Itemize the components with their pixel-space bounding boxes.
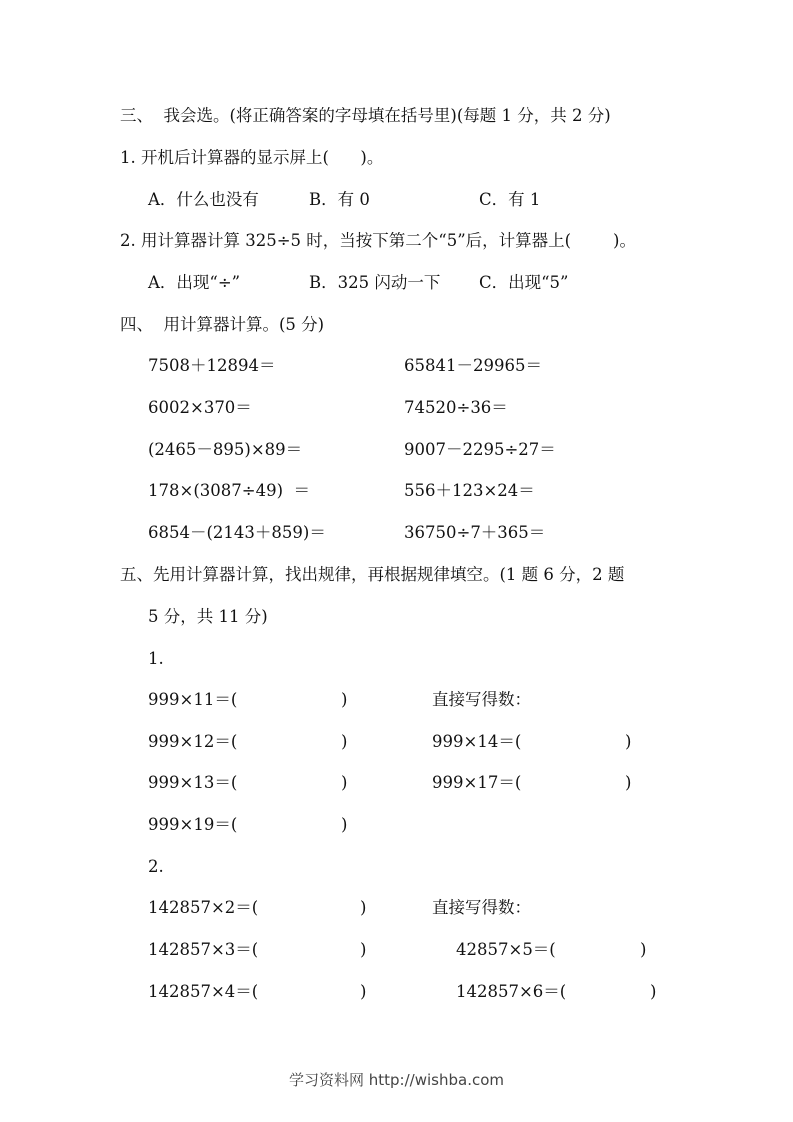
calc-right-5: 36750÷7＋365＝ bbox=[404, 523, 546, 542]
p2-right-1-close: ) bbox=[640, 940, 647, 959]
p2-left-3-close: ) bbox=[360, 982, 367, 1001]
q2-option-a: A．出现“÷” bbox=[148, 273, 241, 292]
p1-left-4: 999×19＝( bbox=[148, 815, 238, 834]
p1-left-3-close: ) bbox=[341, 773, 348, 792]
p1-left-3: 999×13＝( bbox=[148, 773, 238, 792]
section-4-title: 四、 用计算器计算。(5 分) bbox=[120, 315, 325, 334]
p1-left-2-close: ) bbox=[341, 732, 348, 751]
p2-left-3: 142857×4＝( bbox=[148, 982, 259, 1001]
calc-left-4: 178×(3087÷49) ＝ bbox=[148, 481, 310, 500]
p2-left-2-close: ) bbox=[360, 940, 367, 959]
q1-option-a: A．什么也没有 bbox=[148, 190, 259, 209]
p1-right-2: 999×17＝( bbox=[432, 773, 522, 792]
p1-left-1-close: ) bbox=[341, 690, 348, 709]
calc-right-3: 9007－2295÷27＝ bbox=[404, 440, 556, 459]
p1-right-1-close: ) bbox=[625, 732, 632, 751]
part-2-label: 2. bbox=[148, 857, 164, 876]
p2-left-1-close: ) bbox=[360, 898, 367, 917]
p1-right-2-close: ) bbox=[625, 773, 632, 792]
calc-right-4: 556＋123×24＝ bbox=[404, 481, 535, 500]
section-5-title-cont: 5 分，共 11 分) bbox=[148, 607, 268, 626]
calc-left-2: 6002×370＝ bbox=[148, 398, 252, 417]
calc-left-5: 6854－(2143＋859)＝ bbox=[148, 523, 326, 542]
q2-option-b: B．325 闪动一下 bbox=[309, 273, 441, 292]
p2-left-2: 142857×3＝( bbox=[148, 940, 259, 959]
p1-right-heading: 直接写得数： bbox=[432, 690, 531, 709]
p1-left-4-close: ) bbox=[341, 815, 348, 834]
section-3-title: 三、 我会选。(将正确答案的字母填在括号里)(每题 1 分，共 2 分) bbox=[120, 106, 611, 125]
p2-left-1: 142857×2＝( bbox=[148, 898, 259, 917]
part-1-label: 1. bbox=[148, 649, 164, 668]
footer-watermark: 学习资料网 http://wishba.com bbox=[289, 1071, 504, 1089]
q2-option-c: C．出现“5” bbox=[479, 273, 569, 292]
section-5-title: 五、先用计算器计算，找出规律，再根据规律填空。(1 题 6 分，2 题 bbox=[120, 565, 625, 584]
p2-right-2-close: ) bbox=[650, 982, 657, 1001]
p1-right-1: 999×14＝( bbox=[432, 732, 522, 751]
question-1: 1. 开机后计算器的显示屏上( )。 bbox=[120, 148, 384, 167]
p1-left-2: 999×12＝( bbox=[148, 732, 238, 751]
q1-option-c: C．有 1 bbox=[479, 190, 541, 209]
calc-right-2: 74520÷36＝ bbox=[404, 398, 508, 417]
p2-right-heading: 直接写得数： bbox=[432, 898, 531, 917]
calc-left-1: 7508＋12894＝ bbox=[148, 356, 276, 375]
calc-left-3: (2465－895)×89＝ bbox=[148, 440, 303, 459]
calc-right-1: 65841－29965＝ bbox=[404, 356, 542, 375]
q1-option-b: B．有 0 bbox=[309, 190, 370, 209]
p1-left-1: 999×11＝( bbox=[148, 690, 238, 709]
p2-right-2: 142857×6＝( bbox=[456, 982, 567, 1001]
question-2: 2. 用计算器计算 325÷5 时，当按下第二个“5”后，计算器上( )。 bbox=[120, 231, 636, 250]
p2-right-1: 42857×5＝( bbox=[456, 940, 556, 959]
